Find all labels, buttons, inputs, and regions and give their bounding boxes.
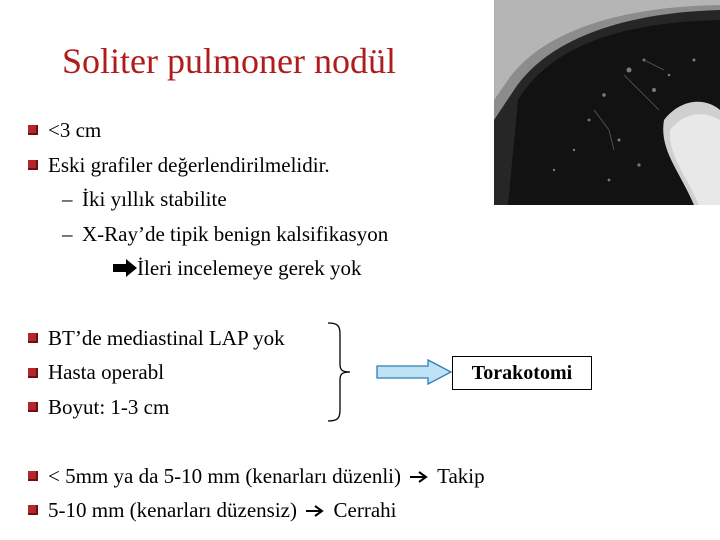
conclusion-text: İleri incelemeye gerek yok (137, 256, 362, 280)
thin-right-arrow-icon (409, 470, 429, 484)
bullet-surgery (48, 500, 396, 521)
square-bullet-icon (28, 125, 38, 135)
subbullet-dash: – (62, 187, 73, 211)
square-bullet-icon (28, 368, 38, 378)
bullet-old-films: Eski grafiler değerlendirilmelidir. (48, 153, 330, 177)
page-title: Soliter pulmoner nodül (62, 41, 396, 81)
bullet-operable: Hasta operabl (48, 360, 165, 384)
square-bullet-icon (28, 505, 38, 515)
bullet-size: <3 cm (48, 118, 102, 142)
square-bullet-icon (28, 160, 38, 170)
bold-right-arrow-icon (113, 259, 137, 277)
surgery-criteria: 5-10 mm (kenarları düzensiz) (48, 498, 297, 522)
thoracotomy-box: Torakotomi (452, 356, 592, 390)
square-bullet-icon (28, 402, 38, 412)
bullet-mediastinal: BT’de mediastinal LAP yok (48, 326, 285, 350)
follow-up-action: Takip (437, 464, 485, 488)
square-bullet-icon (28, 333, 38, 343)
subbullet-stability: İki yıllık stabilite (82, 187, 227, 211)
block-arrow-icon (376, 359, 452, 385)
subbullet-dash: – (62, 222, 73, 246)
bullet-dimension: Boyut: 1-3 cm (48, 395, 170, 419)
subbullet-calcification: X-Ray’de tipik benign kalsifikasyon (82, 222, 389, 246)
ct-scan-image (494, 0, 720, 205)
square-bullet-icon (28, 471, 38, 481)
right-brace-icon (326, 322, 356, 422)
thin-right-arrow-icon (305, 504, 325, 518)
follow-up-criteria: < 5mm ya da 5-10 mm (kenarları düzenli) (48, 464, 401, 488)
bullet-follow-up (48, 466, 485, 487)
surgery-action: Cerrahi (333, 498, 397, 522)
